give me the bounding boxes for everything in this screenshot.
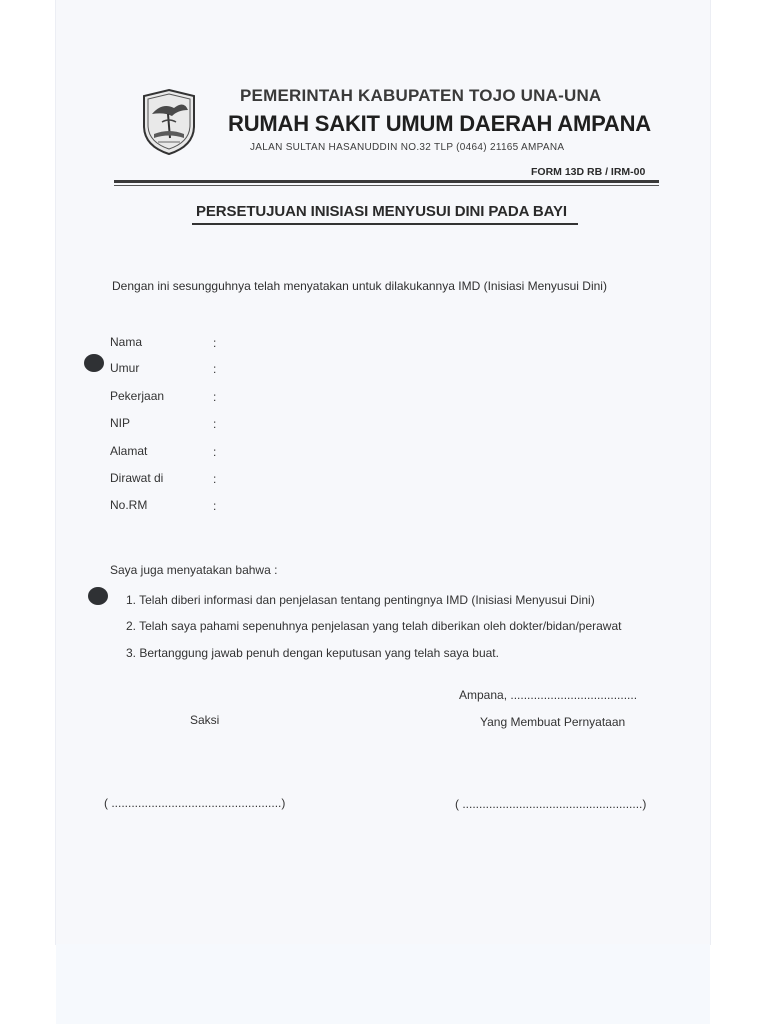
- page-bottom-margin: [56, 944, 710, 1024]
- punch-hole: [88, 587, 108, 605]
- field-label-nip: NIP: [110, 416, 131, 430]
- header-address: JALAN SULTAN HASANUDDIN NO.32 TLP (0464) 21165 AMPANA: [250, 142, 565, 153]
- title-underline: [192, 223, 578, 225]
- field-label-alamat: Alamat: [110, 444, 148, 458]
- punch-hole: [84, 354, 104, 372]
- declaration-item-1: 1. Telah diberi informasi dan penjelasan tentang pentingnya IMD (Inisiasi Menyusui Dini): [126, 593, 595, 607]
- witness-signature-line: ( ...................................................): [104, 796, 286, 810]
- field-colon: :: [213, 390, 217, 404]
- header-divider-thick: [114, 180, 659, 183]
- field-label-pekerjaan: Pekerjaan: [110, 389, 165, 403]
- declaration-item-2: 2. Telah saya pahami sepenuhnya penjelasan yang telah diberikan oleh dokter/bidan/perawat: [126, 619, 622, 633]
- field-label-dirawat-di: Dirawat di: [110, 471, 164, 485]
- form-code: FORM 13D RB / IRM-00: [531, 166, 646, 178]
- header-divider-thin: [114, 185, 659, 186]
- field-label-nama: Nama: [110, 335, 143, 349]
- field-colon: :: [213, 499, 217, 513]
- witness-label: Saksi: [190, 713, 220, 727]
- maker-label: Yang Membuat Pernyataan: [480, 715, 626, 729]
- field-colon: :: [213, 417, 217, 431]
- declaration-intro: Saya juga menyatakan bahwa :: [110, 563, 278, 577]
- header-hospital-name: RUMAH SAKIT UMUM DAERAH AMPANA: [228, 111, 651, 136]
- field-label-no-rm: No.RM: [110, 498, 148, 512]
- regency-emblem-icon: [140, 88, 198, 156]
- field-colon: :: [213, 362, 217, 376]
- field-colon: :: [213, 472, 217, 486]
- declaration-item-3: 3. Bertanggung jawab penuh dengan keputusan yang telah saya buat.: [126, 646, 499, 660]
- intro-statement: Dengan ini sesungguhnya telah menyatakan untuk dilakukannya IMD (Inisiasi Menyusui Dini): [112, 279, 607, 293]
- field-colon: :: [213, 445, 217, 459]
- maker-signature-line: ( ......................................................): [455, 797, 647, 811]
- field-colon: :: [213, 336, 217, 350]
- document-title: PERSETUJUAN INISIASI MENYUSUI DINI PADA BAYI: [196, 203, 567, 220]
- field-label-umur: Umur: [110, 361, 140, 375]
- place-date: Ampana, ......................................: [459, 688, 638, 702]
- header-government: PEMERINTAH KABUPATEN TOJO UNA-UNA: [240, 86, 602, 105]
